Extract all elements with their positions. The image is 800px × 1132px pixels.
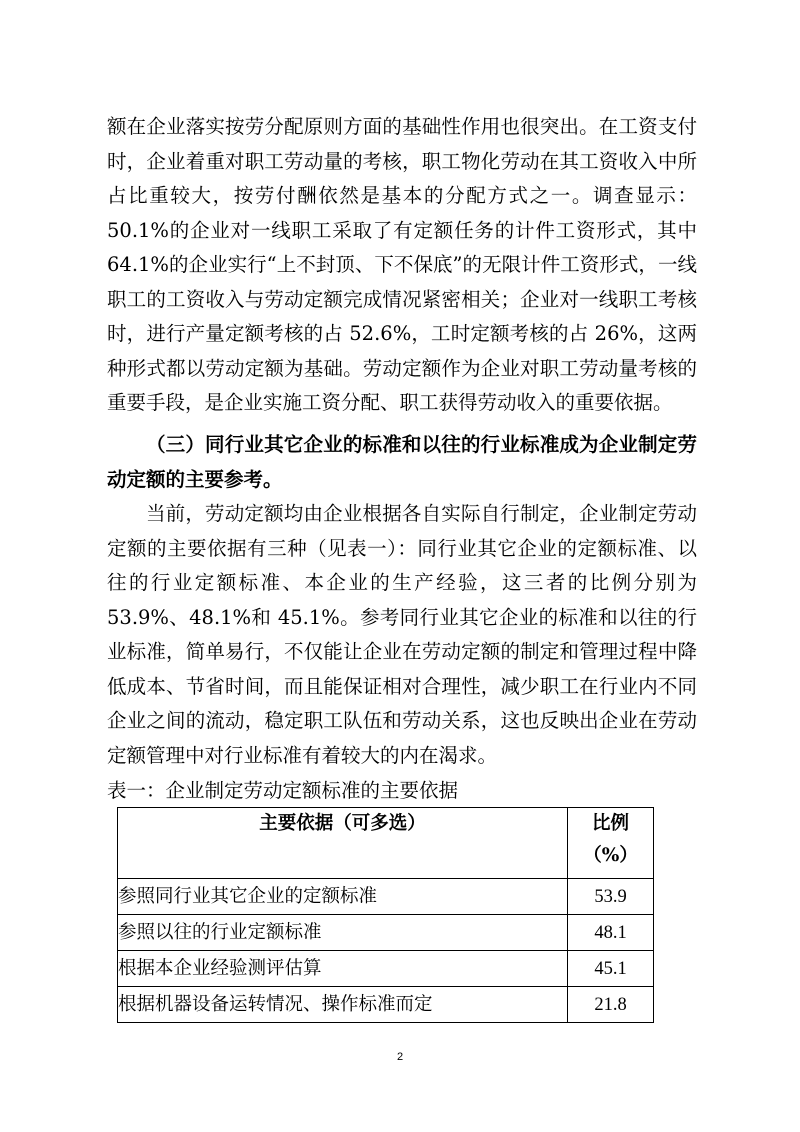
- basis-cell: 根据机器设备运转情况、操作标准而定: [118, 987, 568, 1023]
- header-percentage-line2: （%）: [583, 845, 638, 866]
- basis-cell: 参照以往的行业定额标准: [118, 915, 568, 951]
- table-header-row: [118, 808, 654, 879]
- table-row: [118, 987, 654, 1023]
- body-paragraph-3: 当前，劳动定额均由企业根据各自实际自行制定，企业制定劳动定额的主要依据有三种（见表一）：同行业其它企业的定额标准、以往的行业定额标准、本企业的生产经验，这三者的比例分别为 53.9%、48.1%和 45.1%。参考同行业其它企业的标准和以往的行业标准，简单易行，不仅能让企业在劳动定额的制定和管理过程中降低成本、节省时间，而且能保证相对合理性，减少职工在行业内不同企业之间的流动，稳定职工队伍和劳动关系，这也反映出企业在劳动定额管理中对行业标准有着较大的内在渴求。: [107, 502, 697, 767]
- percentage-cell: 53.9: [568, 879, 654, 915]
- percentage-cell: 48.1: [568, 915, 654, 951]
- header-basis: 主要依据（可多选）: [118, 808, 568, 879]
- table-caption: 表一：企业制定劳动定额标准的主要依据: [107, 779, 459, 802]
- page-number: 2: [396, 1051, 404, 1063]
- section-heading: （三）同行业其它企业的标准和以往的行业标准成为企业制定劳动定额的主要参考。: [107, 433, 697, 491]
- basis-table: [117, 807, 654, 1023]
- percentage-cell: 21.8: [568, 987, 654, 1023]
- basis-cell: 参照同行业其它企业的定额标准: [118, 879, 568, 915]
- body-paragraph-1: 额在企业落实按劳分配原则方面的基础性作用也很突出。在工资支付时，企业着重对职工劳动量的考核，职工物化劳动在其工资收入中所占比重较大，按劳付酬依然是基本的分配方式之一。调查显示：50.1%的企业对一线职工采取了有定额任务的计件工资形式，其中 64.1%的企业实行“上不封顶、下不保底”的无限计件工资形式，一线职工的工资收入与劳动定额完成情况紧密相关；企业对一线职工考核时，进行产量定额考核的占 52.6%，工时定额考核的占 26%，这两种形式都以劳动定额为基础。劳动定额作为企业对职工劳动量考核的重要手段，是企业实施工资分配、职工获得劳动收入的重要依据。: [107, 115, 697, 414]
- percentage-cell: 45.1: [568, 951, 654, 987]
- header-percentage: [568, 808, 654, 879]
- table-row: [118, 951, 654, 987]
- header-percentage-line1: 比例: [592, 813, 630, 834]
- table-row: [118, 879, 654, 915]
- table-row: [118, 915, 654, 951]
- basis-cell: 根据本企业经验测评估算: [118, 951, 568, 987]
